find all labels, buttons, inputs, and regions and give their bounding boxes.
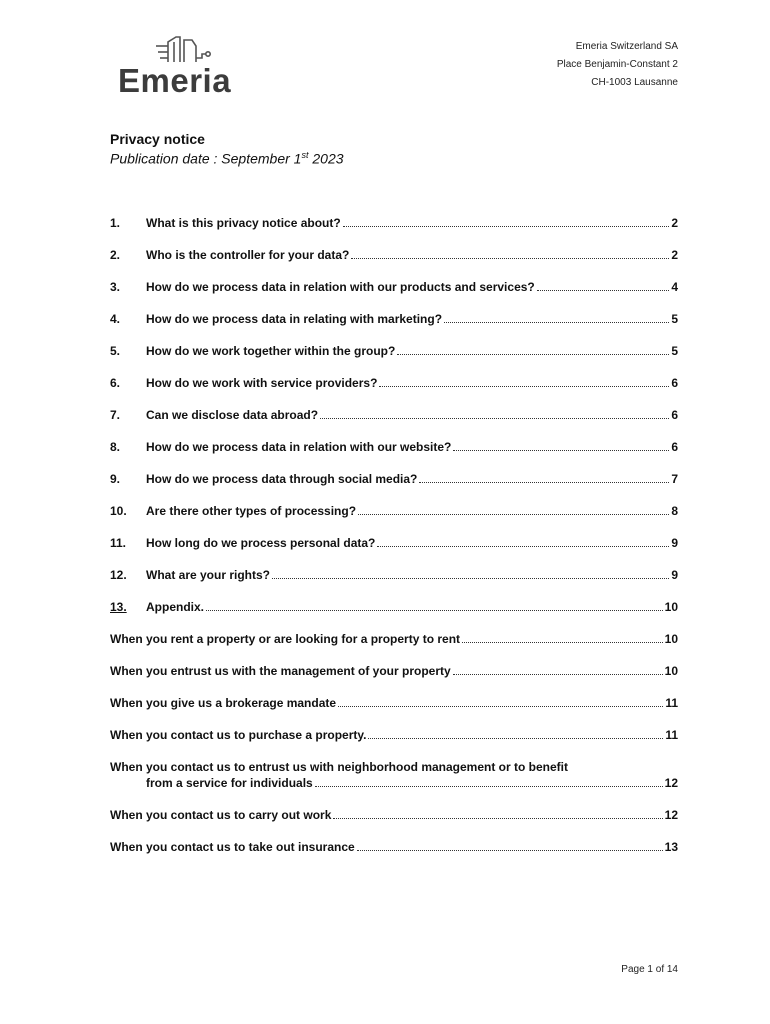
toc-leader <box>272 578 669 579</box>
toc-entry[interactable]: 3. How do we process data in relation with our products and services? 4 <box>110 280 678 294</box>
toc-subentry[interactable]: When you contact us to entrust us with neighborhood management or to benefit from a service for individuals 12 <box>110 760 678 790</box>
page-number: Page 1 of 14 <box>621 964 678 975</box>
logo-wordmark: Emeria <box>118 62 232 99</box>
toc-leader <box>453 450 669 451</box>
toc-leader <box>377 546 669 547</box>
address-line: Place Benjamin-Constant 2 <box>556 59 678 70</box>
toc-leader <box>379 386 669 387</box>
toc-entry[interactable]: 6. How do we work with service providers? 6 <box>110 376 678 390</box>
toc-leader <box>315 786 663 787</box>
emeria-logo <box>118 34 253 98</box>
company-address <box>557 38 678 92</box>
toc-subentry[interactable]: When you contact us to take out insurance 13 <box>110 840 678 854</box>
toc-entry[interactable]: 2. Who is the controller for your data? 2 <box>110 248 678 262</box>
table-of-contents <box>110 215 678 855</box>
document-title: Privacy notice <box>110 131 205 147</box>
toc-entry[interactable]: 12. What are your rights? 9 <box>110 568 678 582</box>
toc-entry[interactable]: 10. Are there other types of processing? 8 <box>110 504 678 518</box>
toc-leader <box>462 642 663 643</box>
address-line: CH-1003 Lausanne <box>591 77 678 88</box>
toc-subentry[interactable]: When you contact us to carry out work 12 <box>110 808 678 822</box>
toc-leader <box>320 418 669 419</box>
toc-leader <box>419 482 669 483</box>
toc-leader <box>338 706 663 707</box>
toc-entry[interactable]: 9. How do we process data through social media? 7 <box>110 472 678 486</box>
toc-entry[interactable]: 11. How long do we process personal data? 9 <box>110 536 678 550</box>
toc-leader <box>343 226 670 227</box>
toc-subentry[interactable]: When you entrust us with the management of your property 10 <box>110 664 678 678</box>
toc-leader <box>397 354 669 355</box>
toc-leader <box>351 258 669 259</box>
toc-entry[interactable]: 8. How do we process data in relation with our website? 6 <box>110 440 678 454</box>
toc-leader <box>358 514 669 515</box>
toc-leader <box>537 290 670 291</box>
toc-subentry[interactable]: When you give us a brokerage mandate 11 <box>110 696 678 710</box>
toc-entry[interactable]: 1. What is this privacy notice about? 2 <box>110 216 678 230</box>
toc-leader <box>206 610 663 611</box>
toc-entry[interactable]: 4. How do we process data in relating with marketing? 5 <box>110 312 678 326</box>
toc-subentry[interactable]: When you rent a property or are looking for a property to rent 10 <box>110 632 678 646</box>
toc-subentry[interactable]: When you contact us to purchase a property. 11 <box>110 728 678 742</box>
toc-leader <box>453 674 663 675</box>
address-line: Emeria Switzerland SA <box>575 41 678 52</box>
toc-leader <box>368 738 663 739</box>
toc-entry[interactable]: 7. Can we disclose data abroad? 6 <box>110 408 678 422</box>
publication-date: Publication date : September 1st 2023 <box>110 150 344 167</box>
toc-leader <box>333 818 662 819</box>
toc-leader <box>444 322 669 323</box>
toc-entry[interactable]: 13. Appendix. 10 <box>110 600 678 614</box>
toc-leader <box>357 850 663 851</box>
toc-entry[interactable]: 5. How do we work together within the group? 5 <box>110 344 678 358</box>
